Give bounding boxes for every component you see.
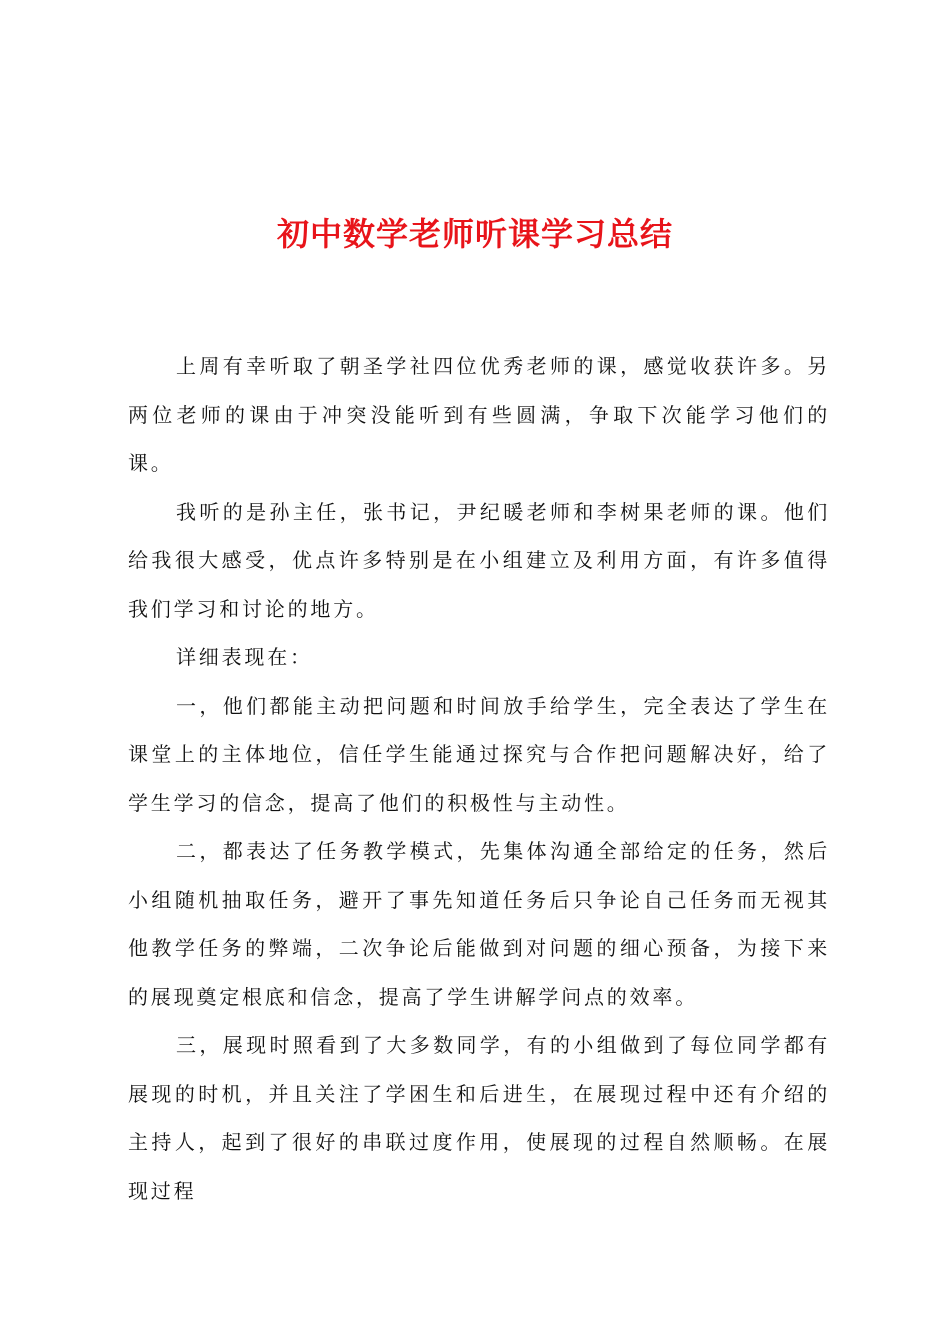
- paragraph-point-three: 三，展现时照看到了大多数同学，有的小组做到了每位同学都有展现的时机，并且关注了学困生和后进生，在展现过程中还有介绍的主持人，起到了很好的串联过度作用，使展现的过程自然顺畅。在展现过程: [128, 1033, 830, 1203]
- paragraph-point-one: 一，他们都能主动把问题和时间放手给学生，完全表达了学生在课堂上的主体地位，信任学生能通过探究与合作把问题解决好，给了学生学习的信念，提高了他们的积极性与主动性。: [128, 693, 830, 815]
- paragraph-details-heading: 详细表现在：: [176, 645, 313, 669]
- document-body: [128, 342, 830, 1215]
- paragraph-teachers: 我听的是孙主任，张书记，尹纪暖老师和李树果老师的课。他们给我很大感受，优点许多特别是在小组建立及利用方面，有许多值得我们学习和讨论的地方。: [128, 499, 830, 621]
- paragraph-intro: 上周有幸听取了朝圣学社四位优秀老师的课，感觉收获许多。另两位老师的课由于冲突没能听到有些圆满，争取下次能学习他们的课。: [128, 354, 830, 475]
- document-title: 初中数学老师听课学习总结: [276, 215, 673, 253]
- paragraph-point-two: 二，都表达了任务教学模式，先集体沟通全部给定的任务，然后小组随机抽取任务，避开了事先知道任务后只争论自己任务而无视其他教学任务的弊端，二次争论后能做到对问题的细心预备，为接下来的展现奠定根底和信念，提高了学生讲解学问点的效率。: [128, 839, 830, 1009]
